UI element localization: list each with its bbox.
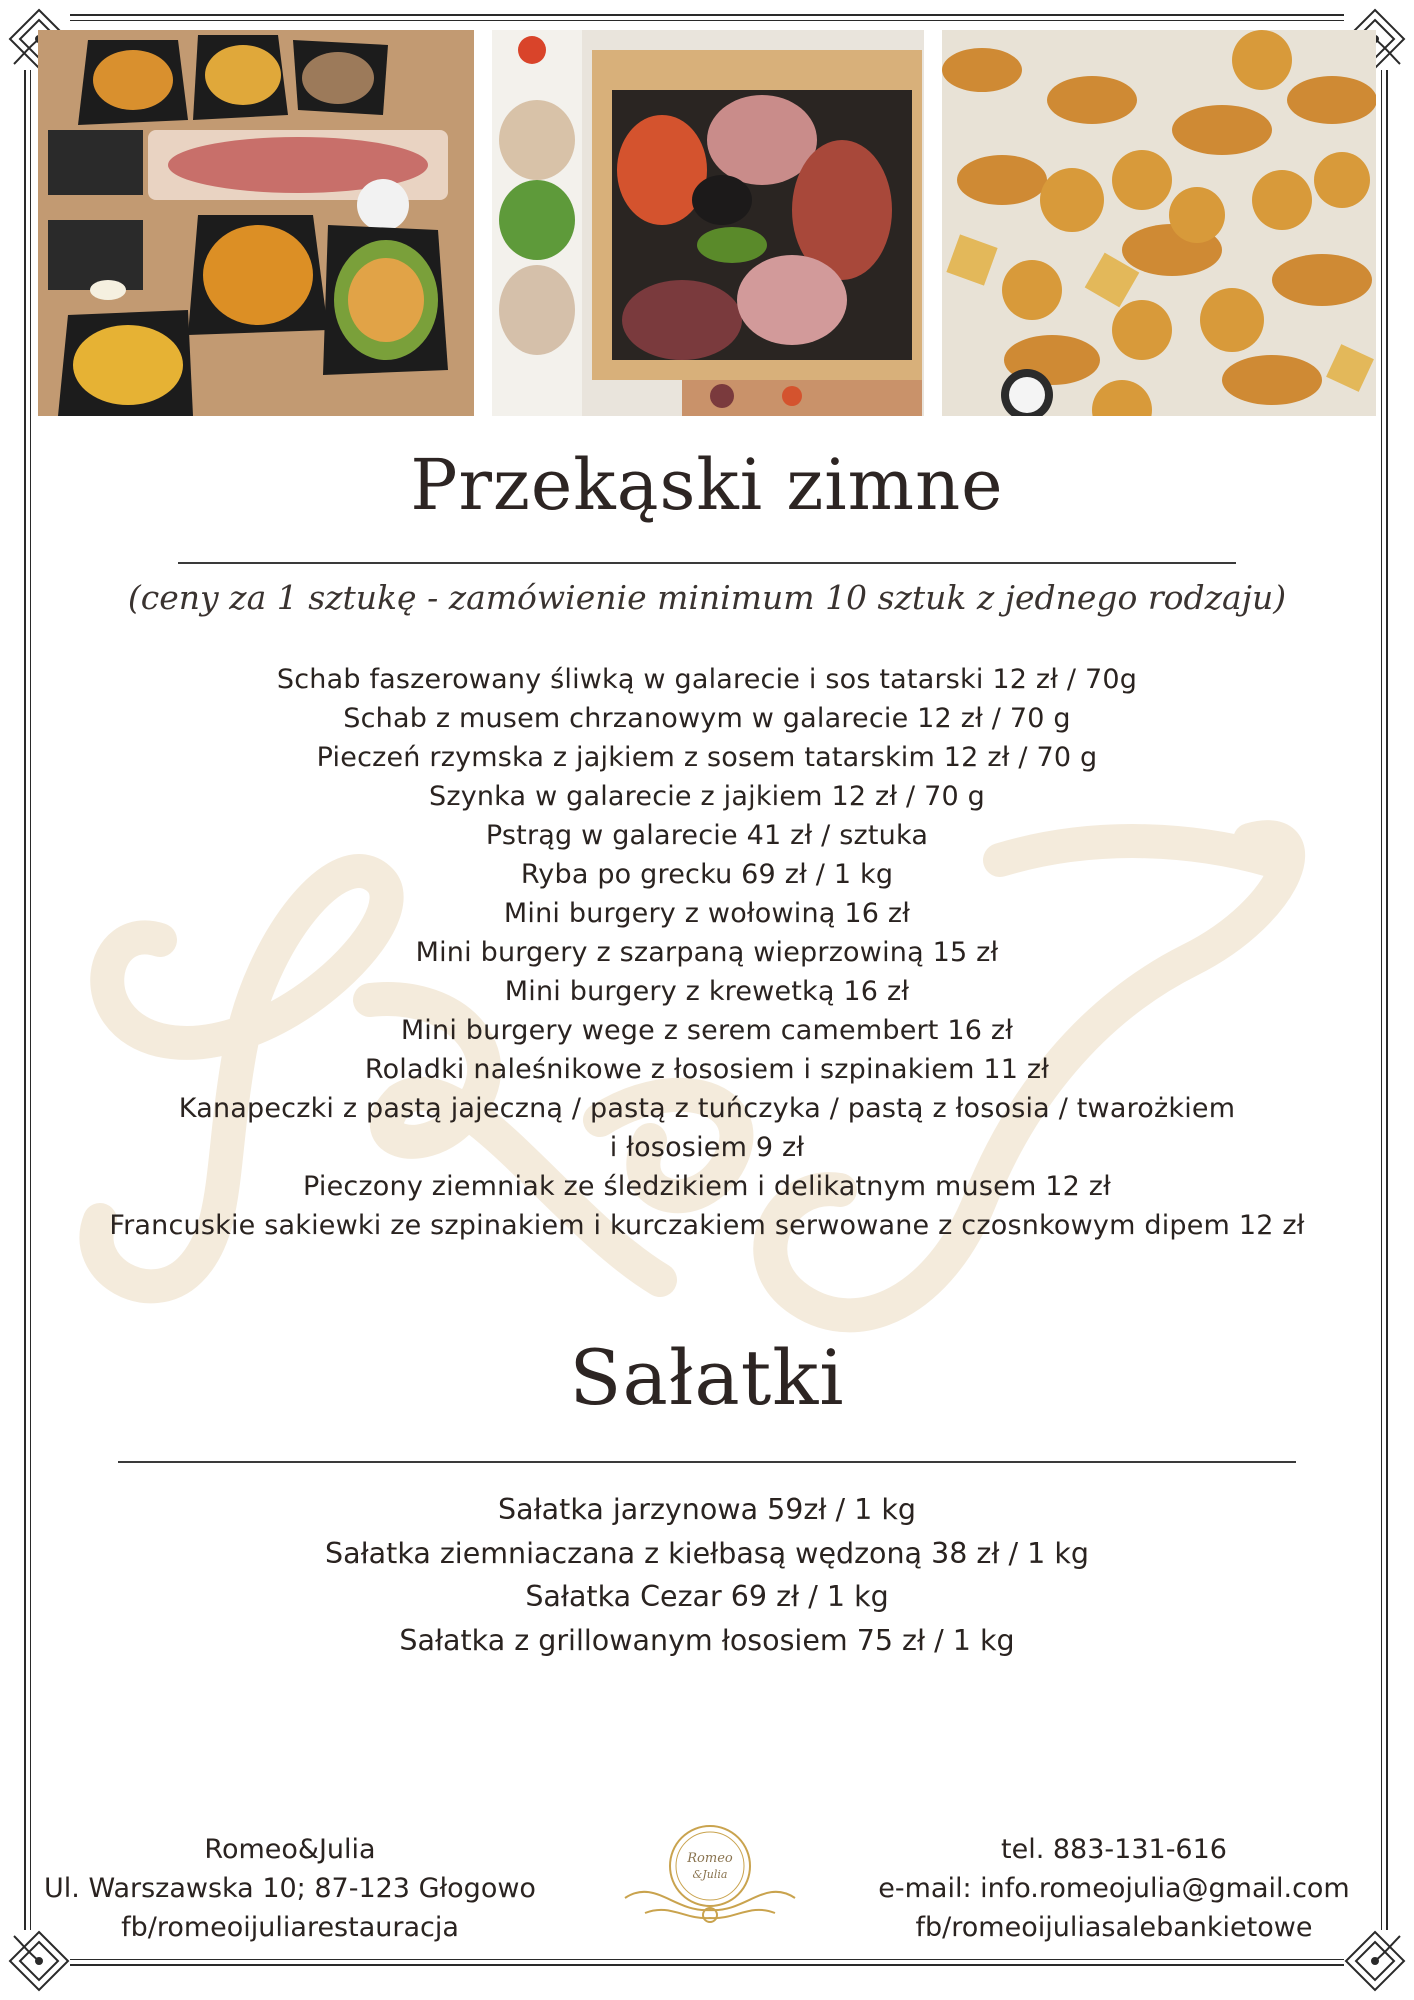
frame-bottom-line-inner xyxy=(70,1959,1344,1960)
list-item: Sałatka jarzynowa 59zł / 1 kg xyxy=(498,1493,916,1526)
frame-top-line xyxy=(70,14,1344,16)
section-title-salads: Sałatki xyxy=(569,1333,845,1422)
list-item: Francuskie sakiewki ze szpinakiem i kurczakiem serwowane z czosnkowym dipem 12 zł xyxy=(109,1210,1305,1241)
list-item: Sałatka z grillowanym łososiem 75 zł / 1 kg xyxy=(399,1623,1015,1657)
list-item: Schab faszerowany śliwką w galarecie i sos tatarski 12 zł / 70g xyxy=(276,664,1138,695)
list-item: Sałatka Cezar 69 zł / 1 kg xyxy=(525,1580,889,1613)
photo-croissants-burgers xyxy=(942,30,1376,416)
list-item: Sałatka ziemniaczana z kiełbasą wędzoną 38 zł / 1 kg xyxy=(325,1536,1089,1570)
logo-text-romeo: Romeo xyxy=(687,1851,733,1866)
divider-salads xyxy=(118,1461,1296,1463)
salads-list xyxy=(0,1488,1414,1662)
section-title-cold-appetizers: Przekąski zimne xyxy=(410,444,1004,526)
cold-appetizer-list xyxy=(0,660,1414,1245)
list-item: Pstrąg w galarecie 41 zł / sztuka xyxy=(485,820,929,851)
restaurant-name: Romeo&Julia xyxy=(204,1834,376,1865)
list-item: Ryba po grecku 69 zł / 1 kg xyxy=(520,859,894,890)
list-item: Kanapeczki z pastą jajeczną / pastą z tuńczyka / pastą z łososia / twarożkiem xyxy=(178,1093,1236,1124)
list-item: Pieczeń rzymska z jajkiem z sosem tatarskim 12 zł / 70 g xyxy=(316,742,1098,773)
list-item: Mini burgery wege z serem camembert 16 zł xyxy=(400,1015,1014,1046)
facebook-banquet-link[interactable]: fb/romeoijuliasalebankietowe xyxy=(915,1912,1313,1943)
list-item: Mini burgery z wołowiną 16 zł xyxy=(503,898,911,929)
romeo-julia-logo xyxy=(615,1818,805,1928)
list-item: i łososiem 9 zł xyxy=(609,1132,805,1163)
logo-text-julia: &Julia xyxy=(692,1868,728,1881)
footer-contact-left xyxy=(40,1830,540,1947)
footer-contact-right xyxy=(864,1830,1364,1947)
email-address[interactable]: e-mail: info.romeojulia@gmail.com xyxy=(878,1873,1350,1904)
list-item: Schab z musem chrzanowym w galarecie 12 zł / 70 g xyxy=(343,703,1071,734)
divider-cold xyxy=(178,562,1236,564)
section-subtitle-cold: (ceny za 1 sztukę - zamówienie minimum 10 sztuk z jednego rodzaju) xyxy=(127,578,1287,617)
frame-top-line-inner xyxy=(70,20,1344,21)
restaurant-address: Ul. Warszawska 10; 87-123 Głogowo xyxy=(44,1873,536,1904)
list-item: Szynka w galarecie z jajkiem 12 zł / 70 g xyxy=(428,781,985,812)
list-item: Mini burgery z szarpaną wieprzowiną 15 zł xyxy=(415,937,999,968)
photo-cold-cuts-board xyxy=(492,30,924,416)
frame-bottom-line xyxy=(70,1964,1344,1966)
phone-number[interactable]: tel. 883-131-616 xyxy=(1001,1834,1227,1865)
list-item: Pieczony ziemniak ze śledzikiem i delikatnym musem 12 zł xyxy=(302,1171,1112,1202)
photo-catering-platters xyxy=(38,30,474,416)
list-item: Roladki naleśnikowe z łososiem i szpinakiem 11 zł xyxy=(364,1054,1050,1085)
list-item: Mini burgery z krewetką 16 zł xyxy=(504,976,910,1007)
facebook-restaurant-link[interactable]: fb/romeoijuliarestauracja xyxy=(121,1912,459,1943)
